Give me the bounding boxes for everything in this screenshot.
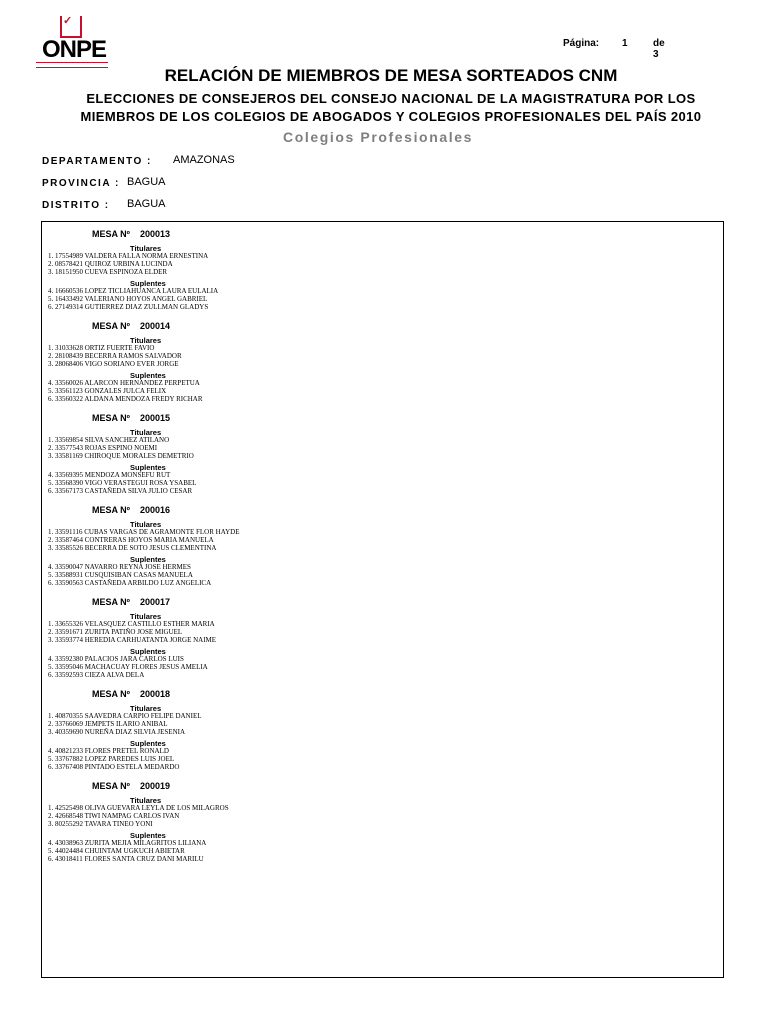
titular-row: 2. 08578421 QUIROZ URBINA LUCINDA [48, 260, 173, 268]
suplente-row: 4. 40821233 FLORES PRETEL RONALD [48, 747, 169, 755]
suplente-row: 4. 33569395 MENDOZA MONSEFU RUT [48, 471, 171, 479]
titulares-heading: Titulares [130, 612, 162, 621]
suplente-row: 4. 43038963 ZURITA MEJIA MILAGRITOS LILIANA [48, 839, 207, 847]
logo-text: ONPE [42, 36, 107, 63]
suplente-row: 4. 33590047 NAVARRO REYNA JOSE HERMES [48, 563, 191, 571]
mesa-code: 200018 [139, 689, 171, 699]
election-title [0, 90, 768, 126]
distrito-label: DISTRITO : [42, 200, 110, 211]
titular-row: 2. 33577543 ROJAS ESPINO NOEMI [48, 444, 158, 452]
page-number: 1 [622, 38, 628, 49]
titular-row: 3. 18151950 CUEVA ESPINOZA ELDER [48, 268, 168, 276]
suplentes-heading: Suplentes [130, 371, 166, 380]
titular-row: 2. 42668548 TIWI NAMPAG CARLOS IVAN [48, 812, 180, 820]
titular-row: 2. 33591671 ZURITA PATIÑO JOSE MIGUEL [48, 628, 183, 636]
suplente-row: 5. 33568390 VIGO VERASTEGUI ROSA YSABEL [48, 479, 197, 487]
election-title-line-1: ELECCIONES DE CONSEJEROS DEL CONSEJO NACIONAL DE LA MAGISTRATURA POR LOS [86, 91, 696, 106]
titulares-heading: Titulares [130, 244, 162, 253]
distrito-value: BAGUA [127, 198, 166, 210]
titular-row: 3. 33581169 CHIROQUE MORALES DEMETRIO [48, 452, 194, 460]
page-label: Página: [563, 38, 600, 49]
titular-row: 2. 33766069 JEMPETS ILARIO ANIBAL [48, 720, 168, 728]
suplente-row: 6. 43018411 FLORES SANTA CRUZ DANI MARILU [48, 855, 204, 863]
mesa-code: 200017 [139, 597, 171, 607]
departamento-label: DEPARTAMENTO : [42, 156, 152, 167]
titular-row: 3. 28068406 VIGO SORIANO EVER JORGE [48, 360, 179, 368]
titular-row: 2. 33587464 CONTRERAS HOYOS MARIA MANUELA [48, 536, 214, 544]
document-title: RELACIÓN DE MIEMBROS DE MESA SORTEADOS CNM [164, 66, 618, 85]
suplente-row: 4. 33592380 PALACIOS JARA CARLOS LUIS [48, 655, 184, 663]
titular-row: 2. 28108439 BECERRA RAMOS SALVADOR [48, 352, 182, 360]
page-total: de 3 [653, 38, 665, 60]
suplente-row: 6. 33560322 ALDANA MENDOZA FREDY RICHAR [48, 395, 203, 403]
suplente-row: 5. 33595046 MACHACUAY FLORES JESUS AMELIA [48, 663, 208, 671]
suplente-row: 6. 33592593 CIEZA ALVA DELA [48, 671, 145, 679]
mesa-header [92, 321, 170, 331]
suplentes-heading: Suplentes [130, 647, 166, 656]
mesa-header [92, 413, 170, 423]
suplentes-heading: Suplentes [130, 463, 166, 472]
suplente-row: 6. 27149314 GUTIERREZ DIAZ ZULLMAN GLADYS [48, 303, 209, 311]
mesa-header [92, 689, 170, 699]
titular-row: 1. 33591116 CUBAS VARGAS DE AGRAMONTE FLOR HAYDE [48, 528, 240, 536]
suplente-row: 6. 33567173 CASTAÑEDA SILVA JULIO CESAR [48, 487, 193, 495]
suplente-row: 5. 33561123 GONZALES JULCA FELIX [48, 387, 167, 395]
mesa-label: MESA Nº [92, 321, 130, 331]
mesa-code: 200019 [139, 781, 171, 791]
mesa-label: MESA Nº [92, 689, 130, 699]
mesa-label: MESA Nº [92, 597, 130, 607]
suplente-row: 6. 33590563 CASTAÑEDA ARBILDO LUZ ANGELICA [48, 579, 212, 587]
election-title-line-2: MIEMBROS DE LOS COLEGIOS DE ABOGADOS Y COLEGIOS PROFESIONALES DEL PAÍS 2010 [80, 109, 702, 124]
titulares-heading: Titulares [130, 520, 162, 529]
document-subtitle: Colegios Profesionales [282, 129, 474, 145]
mesa-label: MESA Nº [92, 229, 130, 239]
titular-row: 1. 17554989 VALDERA FALLA NORMA ERNESTINA [48, 252, 209, 260]
suplente-row: 4. 33560026 ALARCON HERNANDEZ PERPETUA [48, 379, 200, 387]
titular-row: 3. 40359690 NUREÑA DIAZ SILVIA JESENIA [48, 728, 186, 736]
mesa-code: 200013 [139, 229, 171, 239]
suplente-row: 5. 44024484 CHUINTAM UGKUCH ABIETAR [48, 847, 185, 855]
mesa-header [92, 505, 170, 515]
mesa-code: 200014 [139, 321, 171, 331]
ballot-check-icon: ✓ [63, 15, 73, 27]
onpe-logo [36, 14, 108, 68]
titulares-heading: Titulares [130, 704, 162, 713]
provincia-label: PROVINCIA : [42, 178, 120, 189]
suplente-row: 5. 16433492 VALERIANO HOYOS ANGEL GABRIEL [48, 295, 208, 303]
suplentes-heading: Suplentes [130, 555, 166, 564]
titular-row: 1. 42525498 OLIVA GUEVARA LEYLA DE LOS MILAGROS [48, 804, 229, 812]
mesa-code: 200015 [139, 413, 171, 423]
titular-row: 1. 33569854 SILVA SANCHEZ ATILANO [48, 436, 170, 444]
suplente-row: 4. 16660536 LOPEZ TICLIAHUANCA LAURA EULALIA [48, 287, 219, 295]
titular-row: 3. 33585526 BECERRA DE SOTO JESUS CLEMENTINA [48, 544, 217, 552]
departamento-value: AMAZONAS [173, 154, 235, 166]
mesa-header [92, 597, 170, 607]
titulares-heading: Titulares [130, 796, 162, 805]
titulares-heading: Titulares [130, 336, 162, 345]
titular-row: 1. 33655326 VELASQUEZ CASTILLO ESTHER MARIA [48, 620, 215, 628]
titular-row: 1. 40870355 SAAVEDRA CARPIO FELIPE DANIEL [48, 712, 202, 720]
suplente-row: 5. 33767882 LOPEZ PAREDES LUIS JOEL [48, 755, 175, 763]
suplente-row: 5. 33588931 CUSQUISIBAN CASAS MANUELA [48, 571, 193, 579]
suplentes-heading: Suplentes [130, 739, 166, 748]
titulares-heading: Titulares [130, 428, 162, 437]
mesa-header [92, 229, 170, 239]
titular-row: 3. 80255292 TAVARA TINEO YONI [48, 820, 153, 828]
mesa-label: MESA Nº [92, 781, 130, 791]
mesa-label: MESA Nº [92, 413, 130, 423]
suplente-row: 6. 33767408 PINTADO ESTELA MEDARDO [48, 763, 180, 771]
titular-row: 3. 33593774 HEREDIA CARHUATANTA JORGE NAIME [48, 636, 217, 644]
mesa-label: MESA Nº [92, 505, 130, 515]
mesa-header [92, 781, 170, 791]
suplentes-heading: Suplentes [130, 279, 166, 288]
suplentes-heading: Suplentes [130, 831, 166, 840]
provincia-value: BAGUA [127, 176, 166, 188]
mesa-code: 200016 [139, 505, 171, 515]
titular-row: 1. 31033628 ORTIZ FUERTE FAVIO [48, 344, 155, 352]
